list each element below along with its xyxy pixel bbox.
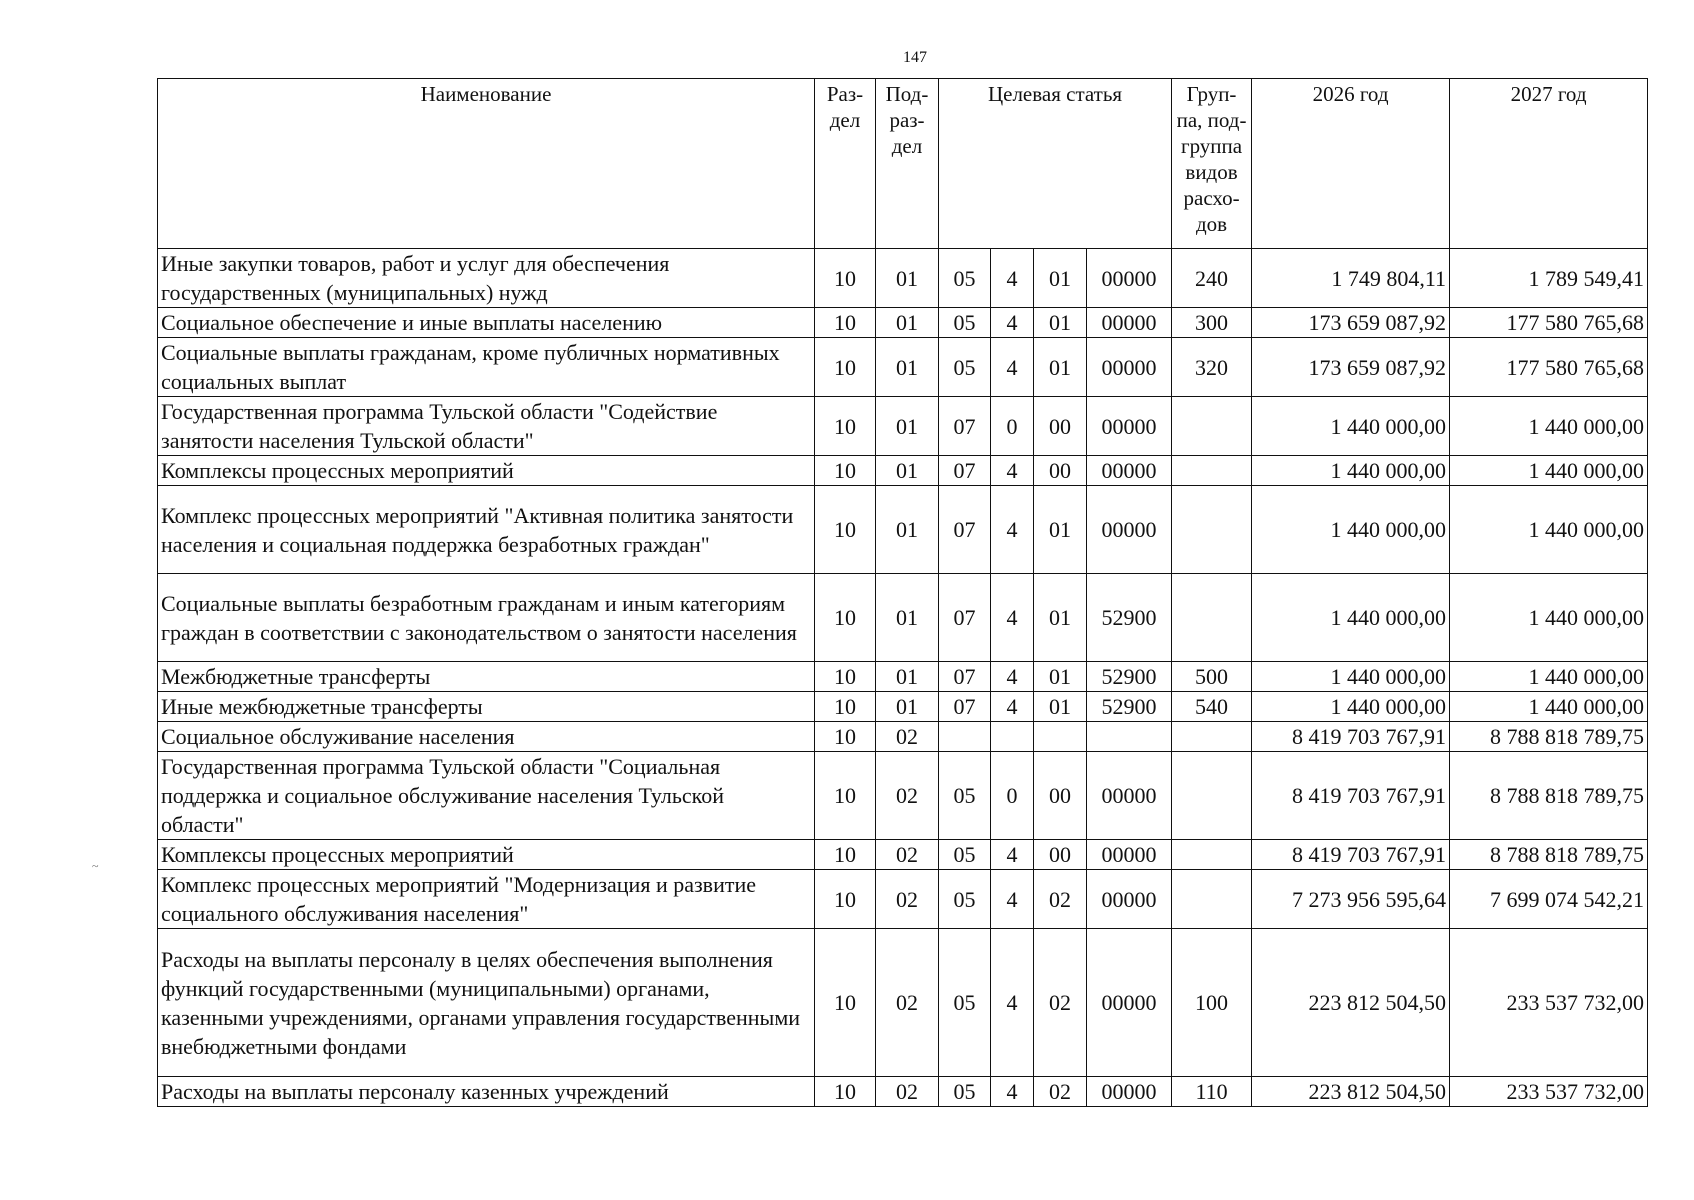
row-target-complex: 02 (1034, 870, 1087, 929)
row-amount-2027: 8 788 818 789,75 (1450, 752, 1648, 840)
row-target-program: 05 (939, 929, 991, 1077)
row-razdel: 10 (815, 752, 876, 840)
row-name: Социальное обеспечение и иные выплаты населению (158, 308, 815, 338)
row-amount-2026: 173 659 087,92 (1252, 308, 1450, 338)
row-target-program: 05 (939, 840, 991, 870)
row-amount-2026: 223 812 504,50 (1252, 1077, 1450, 1107)
table-row (158, 662, 1648, 692)
row-amount-2027: 1 440 000,00 (1450, 662, 1648, 692)
row-amount-2026: 1 440 000,00 (1252, 486, 1450, 574)
row-target-program: 07 (939, 486, 991, 574)
row-amount-2027: 7 699 074 542,21 (1450, 870, 1648, 929)
row-podrazdel: 02 (876, 870, 939, 929)
row-razdel: 10 (815, 308, 876, 338)
header-year-2026: 2026 год (1252, 79, 1450, 249)
row-target-direction: 00000 (1087, 249, 1172, 308)
row-name: Иные закупки товаров, работ и услуг для обеспечения государственных (муниципальных) нужд (158, 249, 815, 308)
row-target-complex: 01 (1034, 308, 1087, 338)
row-target-type: 4 (991, 692, 1034, 722)
row-razdel: 10 (815, 870, 876, 929)
row-target-direction: 00000 (1087, 456, 1172, 486)
row-name: Расходы на выплаты персоналу казенных учреждений (158, 1077, 815, 1107)
row-expense-group (1172, 870, 1252, 929)
row-amount-2027: 1 440 000,00 (1450, 486, 1648, 574)
row-amount-2026: 1 440 000,00 (1252, 456, 1450, 486)
row-target-type: 4 (991, 456, 1034, 486)
row-podrazdel: 01 (876, 692, 939, 722)
row-target-direction: 00000 (1087, 397, 1172, 456)
row-target-complex: 01 (1034, 249, 1087, 308)
row-target-type: 4 (991, 486, 1034, 574)
table-row (158, 722, 1648, 752)
row-target-type: 4 (991, 338, 1034, 397)
table-row (158, 929, 1648, 1077)
row-razdel: 10 (815, 456, 876, 486)
row-target-program: 05 (939, 870, 991, 929)
row-target-direction: 00000 (1087, 338, 1172, 397)
row-razdel: 10 (815, 397, 876, 456)
table-row (158, 692, 1648, 722)
row-podrazdel: 02 (876, 722, 939, 752)
row-name: Расходы на выплаты персоналу в целях обеспечения выполнения функций государственными (муниципальными) органами, казенными учреждениями, органами управления государственными внебюджетными фондами (158, 929, 815, 1077)
row-podrazdel: 02 (876, 929, 939, 1077)
row-target-program: 05 (939, 338, 991, 397)
row-expense-group: 320 (1172, 338, 1252, 397)
row-amount-2027: 1 440 000,00 (1450, 456, 1648, 486)
row-amount-2026: 1 440 000,00 (1252, 574, 1450, 662)
budget-table (157, 78, 1648, 1107)
row-name: Социальные выплаты гражданам, кроме публичных нормативных социальных выплат (158, 338, 815, 397)
row-amount-2027: 177 580 765,68 (1450, 308, 1648, 338)
table-row (158, 308, 1648, 338)
row-podrazdel: 01 (876, 486, 939, 574)
row-expense-group (1172, 397, 1252, 456)
row-target-program: 07 (939, 456, 991, 486)
row-amount-2027: 1 789 549,41 (1450, 249, 1648, 308)
table-row (158, 397, 1648, 456)
row-target-direction (1087, 722, 1172, 752)
row-razdel: 10 (815, 1077, 876, 1107)
row-razdel: 10 (815, 486, 876, 574)
row-target-direction: 00000 (1087, 870, 1172, 929)
row-amount-2026: 8 419 703 767,91 (1252, 752, 1450, 840)
row-target-direction: 52900 (1087, 662, 1172, 692)
row-podrazdel: 01 (876, 249, 939, 308)
row-target-direction: 00000 (1087, 840, 1172, 870)
row-target-type: 4 (991, 1077, 1034, 1107)
row-amount-2027: 1 440 000,00 (1450, 692, 1648, 722)
row-target-complex: 02 (1034, 1077, 1087, 1107)
row-target-type: 4 (991, 249, 1034, 308)
row-amount-2026: 1 749 804,11 (1252, 249, 1450, 308)
row-podrazdel: 01 (876, 308, 939, 338)
row-target-type: 4 (991, 929, 1034, 1077)
row-amount-2027: 1 440 000,00 (1450, 397, 1648, 456)
row-target-complex: 00 (1034, 456, 1087, 486)
row-expense-group (1172, 486, 1252, 574)
row-target-type: 4 (991, 870, 1034, 929)
row-target-type: 0 (991, 397, 1034, 456)
table-row (158, 486, 1648, 574)
row-amount-2026: 8 419 703 767,91 (1252, 840, 1450, 870)
row-amount-2026: 1 440 000,00 (1252, 397, 1450, 456)
header-year-2027: 2027 год (1450, 79, 1648, 249)
row-amount-2027: 8 788 818 789,75 (1450, 840, 1648, 870)
row-razdel: 10 (815, 722, 876, 752)
row-target-complex: 02 (1034, 929, 1087, 1077)
row-target-program: 05 (939, 249, 991, 308)
row-razdel: 10 (815, 929, 876, 1077)
row-target-program: 07 (939, 662, 991, 692)
row-amount-2027: 8 788 818 789,75 (1450, 722, 1648, 752)
table-row (158, 338, 1648, 397)
row-amount-2026: 7 273 956 595,64 (1252, 870, 1450, 929)
row-expense-group: 540 (1172, 692, 1252, 722)
row-target-program: 05 (939, 1077, 991, 1107)
header-target-article: Целевая статья (939, 79, 1172, 249)
row-razdel: 10 (815, 249, 876, 308)
row-expense-group: 110 (1172, 1077, 1252, 1107)
row-target-direction: 00000 (1087, 1077, 1172, 1107)
row-podrazdel: 02 (876, 752, 939, 840)
row-target-program (939, 722, 991, 752)
row-target-type (991, 722, 1034, 752)
row-target-direction: 52900 (1087, 692, 1172, 722)
row-target-type: 0 (991, 752, 1034, 840)
row-name: Социальные выплаты безработным гражданам и иным категориям граждан в соответствии с законодательством о занятости населения (158, 574, 815, 662)
row-target-program: 05 (939, 752, 991, 840)
row-target-program: 07 (939, 692, 991, 722)
row-expense-group: 300 (1172, 308, 1252, 338)
scan-mark: ~ (92, 859, 99, 873)
row-podrazdel: 01 (876, 456, 939, 486)
row-amount-2027: 233 537 732,00 (1450, 929, 1648, 1077)
row-razdel: 10 (815, 338, 876, 397)
table-row (158, 840, 1648, 870)
row-target-complex: 01 (1034, 662, 1087, 692)
row-target-direction: 52900 (1087, 574, 1172, 662)
table-row (158, 1077, 1648, 1107)
row-target-complex: 00 (1034, 397, 1087, 456)
page-number: 147 (903, 49, 927, 66)
row-amount-2026: 1 440 000,00 (1252, 662, 1450, 692)
row-target-complex: 01 (1034, 692, 1087, 722)
row-amount-2026: 173 659 087,92 (1252, 338, 1450, 397)
row-target-program: 07 (939, 574, 991, 662)
table-row (158, 249, 1648, 308)
row-name: Комплексы процессных мероприятий (158, 456, 815, 486)
row-target-complex: 00 (1034, 840, 1087, 870)
row-name: Межбюджетные трансферты (158, 662, 815, 692)
row-podrazdel: 01 (876, 397, 939, 456)
row-target-direction: 00000 (1087, 929, 1172, 1077)
row-name: Комплексы процессных мероприятий (158, 840, 815, 870)
row-name: Государственная программа Тульской области "Социальная поддержка и социальное обслуживание населения Тульской области" (158, 752, 815, 840)
row-target-complex (1034, 722, 1087, 752)
row-target-type: 4 (991, 574, 1034, 662)
row-amount-2027: 1 440 000,00 (1450, 574, 1648, 662)
row-podrazdel: 02 (876, 1077, 939, 1107)
header-expense-group: Груп- па, под- группа видов расхо- дов (1172, 79, 1252, 249)
row-expense-group: 100 (1172, 929, 1252, 1077)
row-name: Государственная программа Тульской области "Содействие занятости населения Тульской области" (158, 397, 815, 456)
row-expense-group (1172, 752, 1252, 840)
row-amount-2026: 1 440 000,00 (1252, 692, 1450, 722)
header-razdel: Раз- дел (815, 79, 876, 249)
row-target-complex: 00 (1034, 752, 1087, 840)
row-target-type: 4 (991, 308, 1034, 338)
row-razdel: 10 (815, 662, 876, 692)
row-podrazdel: 02 (876, 840, 939, 870)
row-expense-group (1172, 722, 1252, 752)
row-razdel: 10 (815, 574, 876, 662)
row-name: Комплекс процессных мероприятий "Модернизация и развитие социального обслуживания населения" (158, 870, 815, 929)
row-razdel: 10 (815, 692, 876, 722)
row-expense-group: 500 (1172, 662, 1252, 692)
header-podrazdel: Под- раз- дел (876, 79, 939, 249)
row-podrazdel: 01 (876, 662, 939, 692)
row-amount-2027: 177 580 765,68 (1450, 338, 1648, 397)
row-target-program: 05 (939, 308, 991, 338)
row-target-direction: 00000 (1087, 752, 1172, 840)
row-amount-2027: 233 537 732,00 (1450, 1077, 1648, 1107)
row-expense-group (1172, 456, 1252, 486)
row-target-direction: 00000 (1087, 486, 1172, 574)
header-name: Наименование (158, 79, 815, 249)
row-amount-2026: 8 419 703 767,91 (1252, 722, 1450, 752)
row-target-direction: 00000 (1087, 308, 1172, 338)
row-target-program: 07 (939, 397, 991, 456)
row-expense-group (1172, 574, 1252, 662)
table-header-row (158, 79, 1648, 249)
row-podrazdel: 01 (876, 574, 939, 662)
row-name: Иные межбюджетные трансферты (158, 692, 815, 722)
row-target-complex: 01 (1034, 338, 1087, 397)
row-target-type: 4 (991, 840, 1034, 870)
table-row (158, 870, 1648, 929)
table-row (158, 574, 1648, 662)
row-razdel: 10 (815, 840, 876, 870)
table-row (158, 752, 1648, 840)
row-expense-group (1172, 840, 1252, 870)
table-row (158, 456, 1648, 486)
row-name: Комплекс процессных мероприятий "Активная политика занятости населения и социальная поддержка безработных граждан" (158, 486, 815, 574)
row-target-type: 4 (991, 662, 1034, 692)
row-amount-2026: 223 812 504,50 (1252, 929, 1450, 1077)
row-target-complex: 01 (1034, 574, 1087, 662)
row-expense-group: 240 (1172, 249, 1252, 308)
row-podrazdel: 01 (876, 338, 939, 397)
row-target-complex: 01 (1034, 486, 1087, 574)
row-name: Социальное обслуживание населения (158, 722, 815, 752)
